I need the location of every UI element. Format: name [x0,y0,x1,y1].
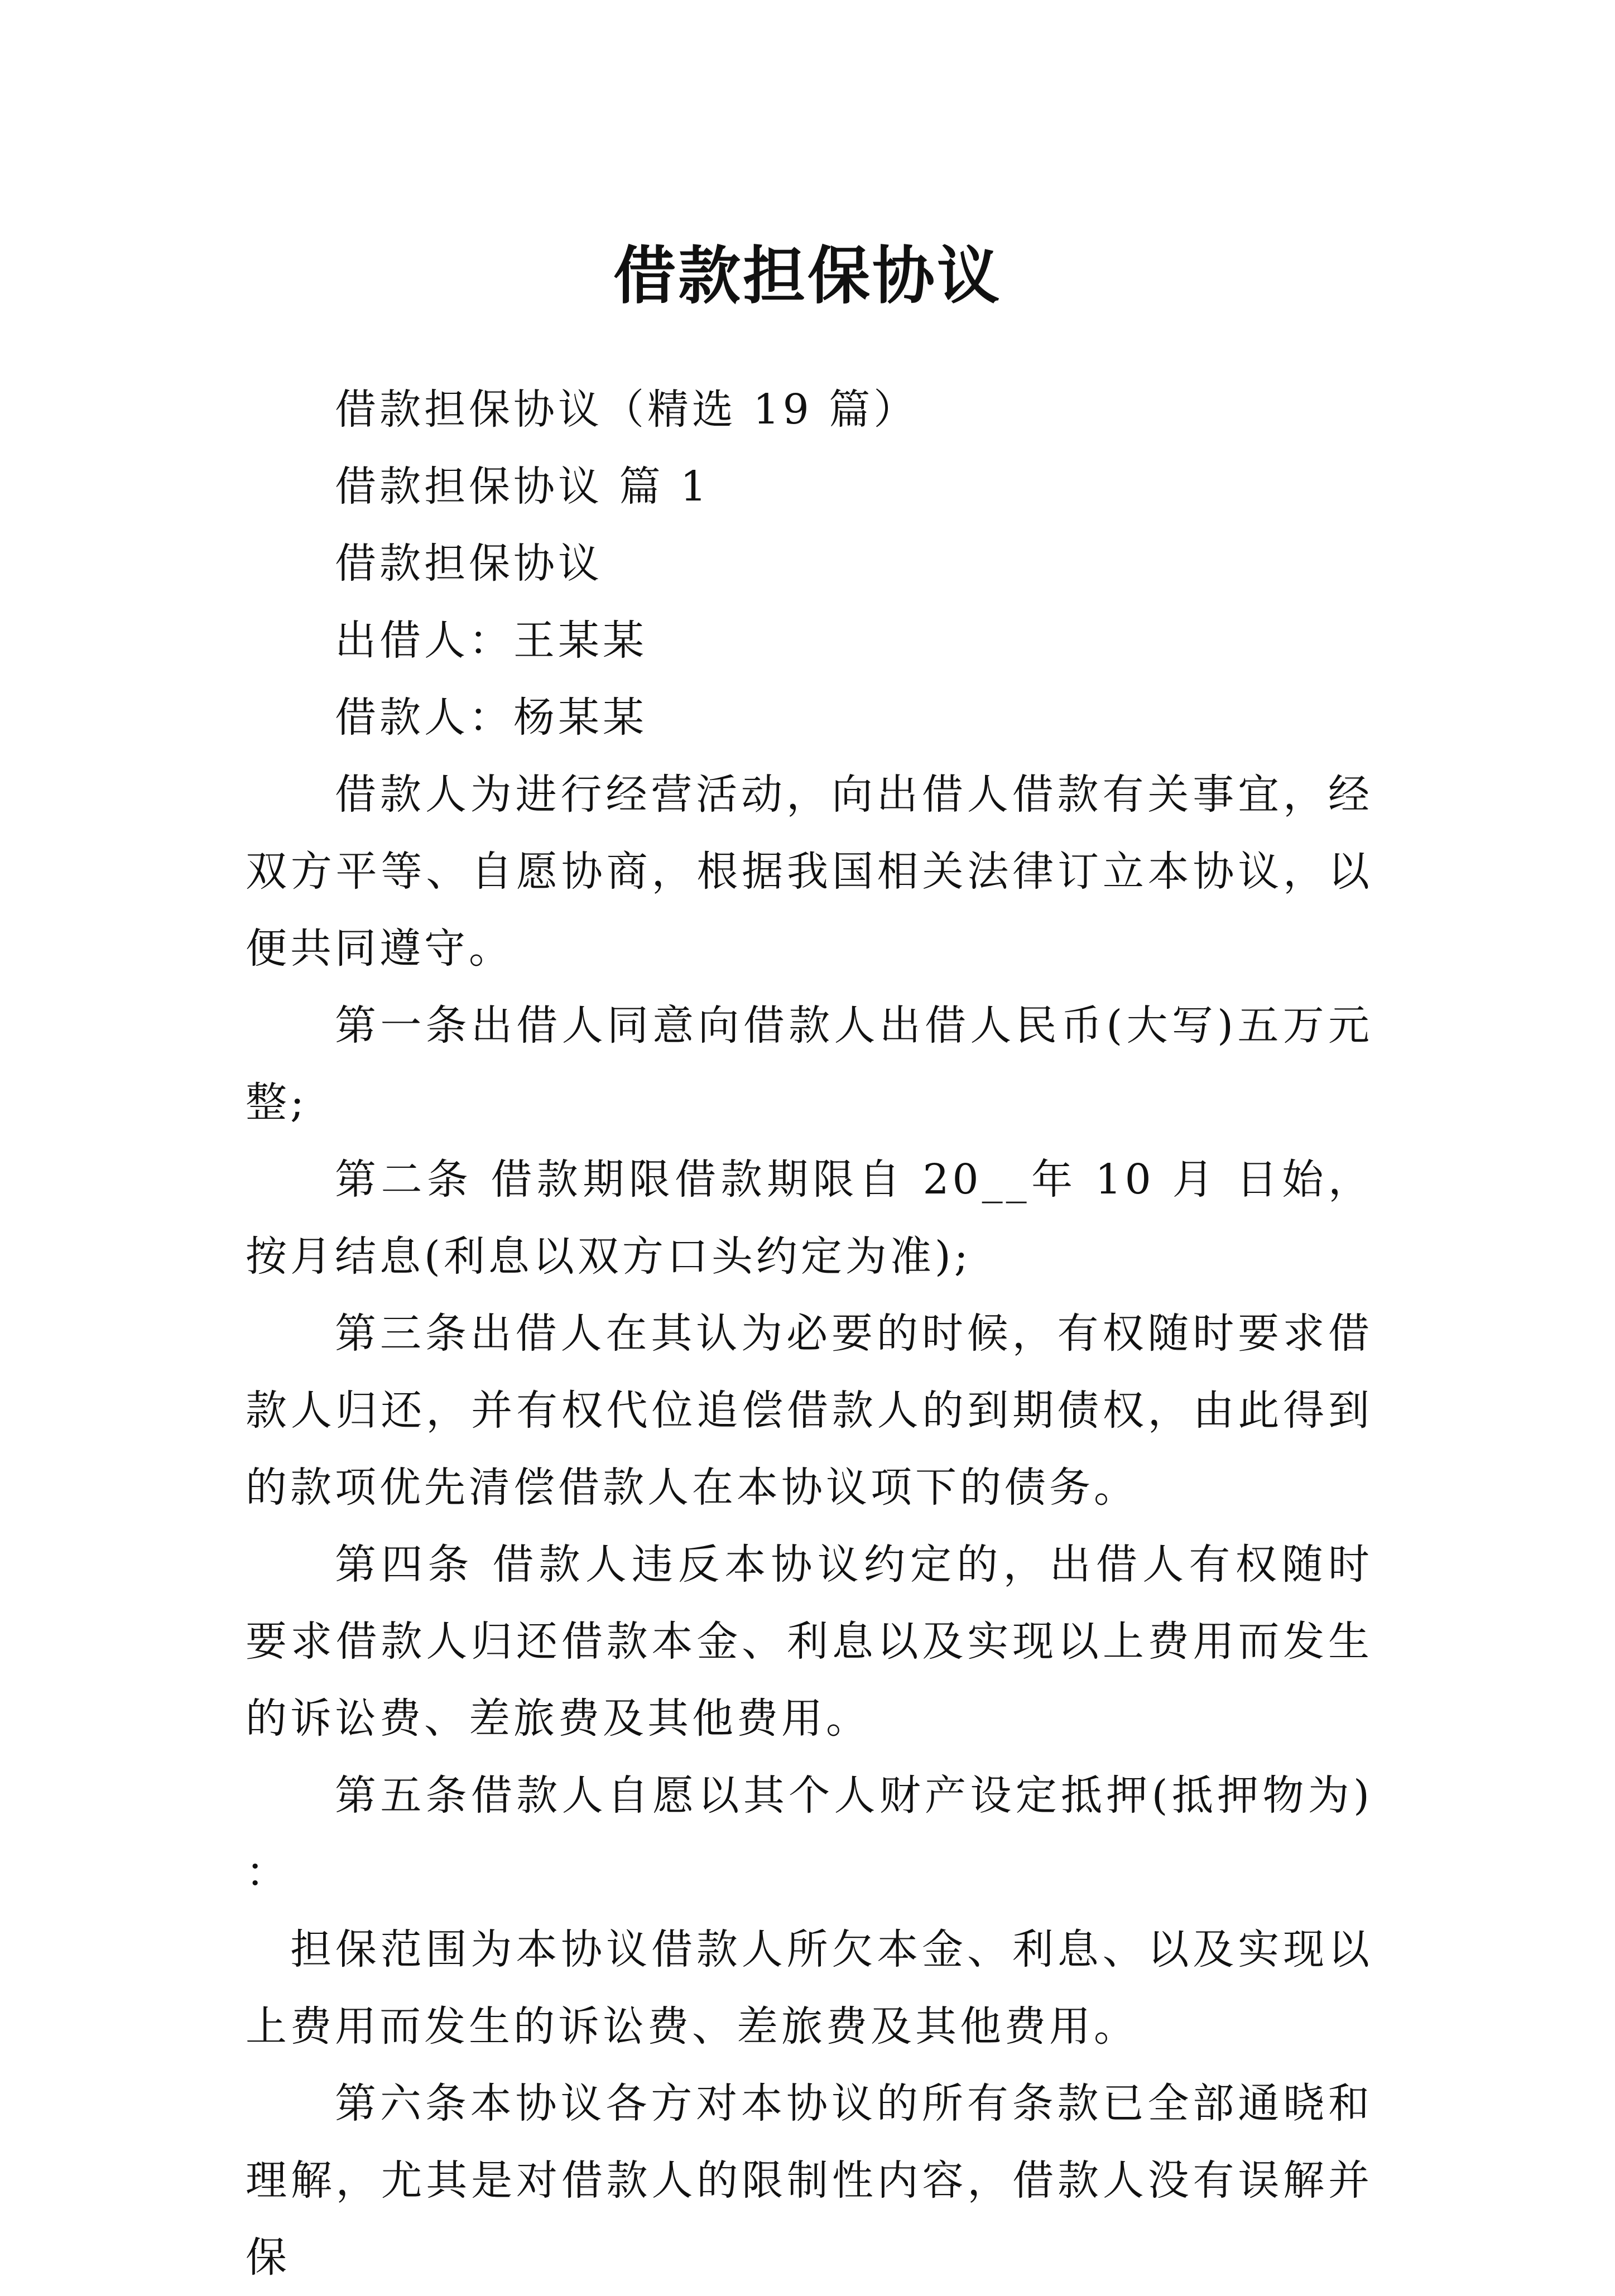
paragraph-article-3: 第三条出借人在其认为必要的时候，有权随时要求借款人归还，并有权代位追偿借款人的到期债权，由此得到的款项优先清偿借款人在本协议项下的债务。 [246,1310,1373,1512]
paragraph-guarantee-scope: 担保范围为本协议借款人所欠本金、利息、以及实现以上费用而发生的诉讼费、差旅费及其他费用。 [246,1926,1373,2050]
paragraph-article-4: 第四条 借款人违反本协议约定的，出借人有权随时要求借款人归还借款本金、利息以及实现以上费用而发生的诉讼费、差旅费及其他费用。 [246,1541,1373,1743]
paragraph-article-5: 第五条借款人自愿以其个人财产设定抵押(抵押物为) ： [246,1772,1373,1897]
paragraph-article-1: 第一条出借人同意向借款人出借人民币(大写)五万元整; [246,1002,1373,1127]
paragraph-article-2: 第二条 借款期限借款期限自 20__年 10 月 日始，按月结息(利息以双方口头约定为准); [246,1156,1373,1281]
paragraph-section-heading: 借款担保协议 篇 1 [335,463,710,511]
paragraph-preamble: 借款人为进行经营活动，向出借人借款有关事宜，经双方平等、自愿协商，根据我国相关法律订立本协议，以便共同遵守。 [246,771,1373,973]
paragraph-lender: 出借人：王某某 [335,617,647,665]
document-title: 借款担保协议 [613,239,1002,313]
paragraph-borrower: 借款人：杨某某 [335,694,647,742]
document-body [246,371,1373,2296]
paragraph-article-6: 第六条本协议各方对本协议的所有条款已全部通晓和理解，尤其是对借款人的限制性内容，借款人没有误解并保 [246,2080,1373,2281]
paragraph-agreement-name: 借款担保协议 [335,540,603,588]
paragraph-subtitle: 借款担保协议（精选 19 篇） [335,386,919,434]
